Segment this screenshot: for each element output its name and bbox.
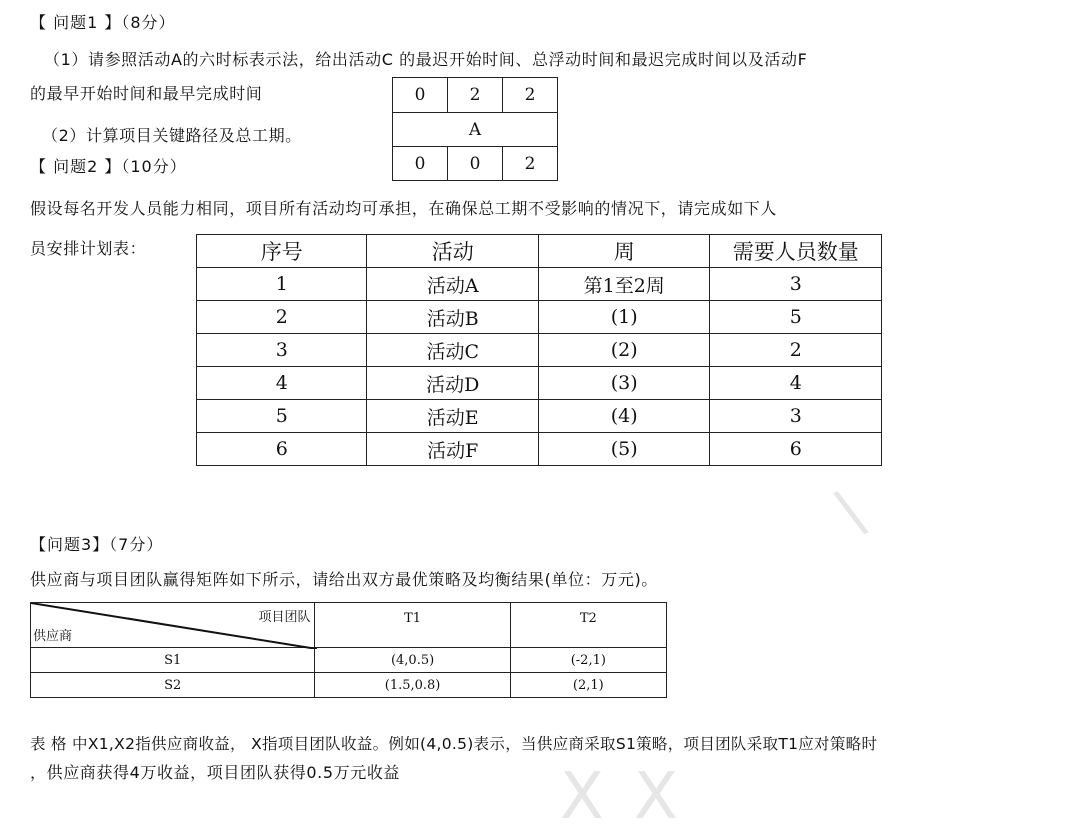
node-es: 0 [393,78,448,113]
matrix-cell: (1.5,0.8) [315,673,510,698]
cell-staff: 2 [710,334,882,367]
table-row [197,433,882,466]
cell-activity: 活动D [367,367,538,400]
cell-index: 2 [197,301,367,334]
cell-activity: 活动E [367,400,538,433]
row-label-s1: S1 [31,648,315,673]
header-staff-count: 需要人员数量 [710,235,882,268]
cell-week: 第1至2周 [538,268,710,301]
payoff-matrix [30,602,667,698]
col-header-t1: T1 [315,603,510,648]
staffing-table [196,234,882,466]
header-activity: 活动 [367,235,538,268]
q2-title: 【 问题2 】（10分） [30,157,187,176]
cell-week: (5) [538,433,710,466]
cell-index: 5 [197,400,367,433]
cell-week: (1) [538,301,710,334]
cell-index: 3 [197,334,367,367]
cell-activity: 活动F [367,433,538,466]
cell-staff: 3 [710,400,882,433]
cell-week: (4) [538,400,710,433]
table-header-row [197,235,882,268]
matrix-corner-cell [31,603,315,648]
q3-note-line1: 表 格 中X1,X2指供应商收益， X指项目团队收益。例如(4,0.5)表示，当供应商采取S1策略，项目团队采取T1应对策略时 [30,735,878,753]
watermark-text: XX [560,760,708,834]
cell-staff: 6 [710,433,882,466]
node-lf: 2 [503,147,558,181]
cell-staff: 5 [710,301,882,334]
matrix-cell: (4,0.5) [315,648,510,673]
matrix-row [31,673,667,698]
q1-text-line2: 的最早开始时间和最早完成时间 [30,84,263,103]
q1-text-line3: （2）计算项目关键路径及总工期。 [42,126,302,145]
cell-staff: 4 [710,367,882,400]
cell-activity: 活动B [367,301,538,334]
cell-staff: 3 [710,268,882,301]
cell-activity: 活动C [367,334,538,367]
activity-node-a [392,77,558,181]
table-row [197,334,882,367]
cell-week: (3) [538,367,710,400]
q3-title: 【问题3】（7分） [30,535,164,554]
matrix-row [31,648,667,673]
matrix-cell: (-2,1) [510,648,666,673]
cell-index: 4 [197,367,367,400]
node-ef: 2 [503,78,558,113]
node-ls: 0 [393,147,448,181]
cell-activity: 活动A [367,268,538,301]
header-week: 周 [538,235,710,268]
table-row [197,400,882,433]
cell-index: 1 [197,268,367,301]
node-name: A [393,113,558,147]
matrix-cell: (2,1) [510,673,666,698]
header-index: 序号 [197,235,367,268]
q3-note-line2: ，供应商获得4万收益，项目团队获得0.5万元收益 [30,763,401,782]
q1-title: 【 问题1 】（8分） [30,13,176,32]
node-duration: 2 [448,78,503,113]
cell-week: (2) [538,334,710,367]
corner-row-label: 供应商 [33,629,73,644]
row-label-s2: S2 [31,673,315,698]
table-row [197,268,882,301]
corner-col-label: 项目团队 [258,610,311,625]
watermark-mark: ∖ [819,475,880,555]
node-float: 0 [448,147,503,181]
q1-text-line1: （1）请参照活动A的六时标表示法，给出活动C 的最迟开始时间、总浮动时间和最迟完成时间以及活动F [44,50,808,69]
cell-index: 6 [197,433,367,466]
q2-text-line1: 假设每名开发人员能力相同，项目所有活动均可承担，在确保总工期不受影响的情况下，请完成如下人 [30,199,778,218]
table-row [197,367,882,400]
q2-text-line2: 员安排计划表： [30,239,147,258]
table-row [197,301,882,334]
col-header-t2: T2 [510,603,666,648]
q3-text-line1: 供应商与项目团队赢得矩阵如下所示，请给出双方最优策略及均衡结果(单位：万元)。 [30,570,658,589]
